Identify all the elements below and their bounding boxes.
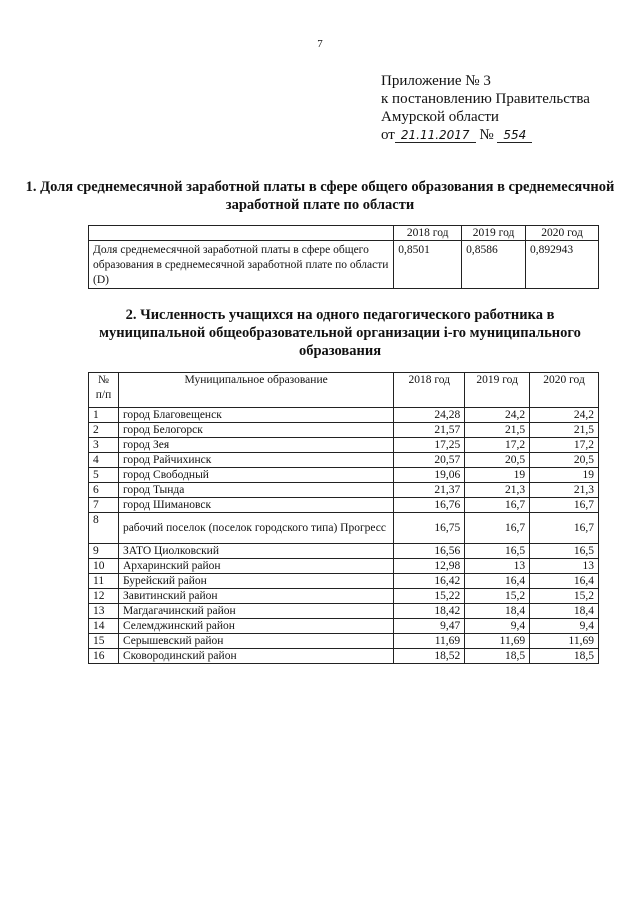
value-2018: 12,98 [394,559,465,574]
row-label: Доля среднемесячной заработной платы в сфере общего образования в среднемесячной заработной плате по области (D) [89,241,394,289]
row-number: 10 [89,559,119,574]
table-row [89,513,599,544]
row-number: 4 [89,453,119,468]
municipality-name: город Белогорск [118,423,393,438]
value-2020: 9,4 [530,619,599,634]
value-2020: 20,5 [530,453,599,468]
handwritten-date: 21.11.2017 [395,128,476,143]
value-2020: 16,4 [530,574,599,589]
table-row [89,619,599,634]
value-2019: 11,69 [465,634,530,649]
row-number: 3 [89,438,119,453]
value-2018: 16,56 [394,544,465,559]
date-prefix: от [381,127,395,143]
municipality-name: город Свободный [118,468,393,483]
value-2020: 24,2 [530,408,599,423]
row-number: 8 [89,513,119,544]
value-2019: 18,5 [465,649,530,664]
number-prefix: № [479,127,494,143]
table-row [89,408,599,423]
value-2018: 18,42 [394,604,465,619]
table-row [89,483,599,498]
appendix-line-1: Приложение № 3 [381,73,491,89]
municipality-name: ЗАТО Циолковский [118,544,393,559]
value-2018: 11,69 [394,634,465,649]
value-2018: 15,22 [394,589,465,604]
value-2020: 18,4 [530,604,599,619]
value-2018: 16,76 [394,498,465,513]
table-header-row [89,373,599,408]
value-2018: 21,37 [394,483,465,498]
table-row [89,649,599,664]
table-row [89,634,599,649]
row-number: 13 [89,604,119,619]
value-2018: 18,52 [394,649,465,664]
value-2018: 24,28 [394,408,465,423]
municipality-name: Сковородинский район [118,649,393,664]
municipality-name: Архаринский район [118,559,393,574]
appendix-line-2: к постановлению Правительства [381,91,590,107]
value-2020: 18,5 [530,649,599,664]
page-number: 7 [317,38,323,50]
row-number: 1 [89,408,119,423]
value-2019: 21,3 [465,483,530,498]
table-row [89,589,599,604]
header-2019: 2019 год [462,226,526,241]
table-row [89,574,599,589]
value-2019: 21,5 [465,423,530,438]
header-2018: 2018 год [394,226,462,241]
header-2020: 2020 год [526,226,599,241]
table-body [89,408,599,664]
appendix-date-line [381,126,590,144]
value-2019: 20,5 [465,453,530,468]
municipality-name: Завитинский район [118,589,393,604]
table-row [89,453,599,468]
appendix-line-3: Амурской области [381,109,499,125]
municipality-name: город Зея [118,438,393,453]
value-2020: 0,892943 [526,241,599,289]
header-municipality: Муниципальное образование [118,373,393,408]
municipality-name: рабочий поселок (поселок городского типа) Прогресс [118,513,393,544]
students-per-teacher-table [88,372,599,664]
value-2019: 17,2 [465,438,530,453]
table-row [89,559,599,574]
section-2-title: 2. Численность учащихся на одного педагогического работника в муниципальной общеобразовательной организации i-го муниципального образования [99,307,581,359]
salary-table-header [89,226,599,241]
header-2018: 2018 год [394,373,465,408]
municipality-name: город Райчихинск [118,453,393,468]
handwritten-number: 554 [497,128,532,143]
appendix-block [381,72,590,144]
value-2018: 19,06 [394,468,465,483]
header-2020: 2020 год [530,373,599,408]
table-row [89,498,599,513]
value-2019: 16,7 [465,498,530,513]
value-2019: 16,4 [465,574,530,589]
value-2019: 24,2 [465,408,530,423]
municipality-name: Бурейский район [118,574,393,589]
municipality-name: Серышевский район [118,634,393,649]
municipality-name: город Тында [118,483,393,498]
value-2020: 15,2 [530,589,599,604]
table-row [89,468,599,483]
row-number: 2 [89,423,119,438]
value-2020: 11,69 [530,634,599,649]
row-number: 5 [89,468,119,483]
value-2018: 9,47 [394,619,465,634]
value-2019: 15,2 [465,589,530,604]
row-number: 14 [89,619,119,634]
value-2020: 13 [530,559,599,574]
table-row [89,423,599,438]
empty-header-cell [89,226,394,241]
row-number: 9 [89,544,119,559]
row-number: 15 [89,634,119,649]
value-2020: 16,7 [530,498,599,513]
value-2019: 18,4 [465,604,530,619]
municipality-name: город Шимановск [118,498,393,513]
value-2018: 21,57 [394,423,465,438]
municipality-name: Магдагачинский район [118,604,393,619]
header-number: № п/п [89,373,119,408]
row-number: 16 [89,649,119,664]
value-2018: 17,25 [394,438,465,453]
value-2020: 21,5 [530,423,599,438]
municipality-name: Селемджинский район [118,619,393,634]
value-2020: 16,5 [530,544,599,559]
value-2019: 9,4 [465,619,530,634]
row-number: 12 [89,589,119,604]
table-row [89,438,599,453]
value-2019: 0,8586 [462,241,526,289]
value-2018: 16,75 [394,513,465,544]
salary-share-table [88,225,599,289]
value-2020: 16,7 [530,513,599,544]
table-row [89,544,599,559]
value-2020: 19 [530,468,599,483]
row-number: 7 [89,498,119,513]
section-1-title: 1. Доля среднемесячной заработной платы в сфере общего образования в среднемесячной заработной плате по области [25,179,615,213]
value-2020: 17,2 [530,438,599,453]
value-2019: 16,5 [465,544,530,559]
value-2019: 16,7 [465,513,530,544]
value-2020: 21,3 [530,483,599,498]
value-2019: 13 [465,559,530,574]
value-2018: 0,8501 [394,241,462,289]
municipality-name: город Благовещенск [118,408,393,423]
value-2019: 19 [465,468,530,483]
row-number: 11 [89,574,119,589]
value-2018: 20,57 [394,453,465,468]
header-2019: 2019 год [465,373,530,408]
value-2018: 16,42 [394,574,465,589]
table-row [89,604,599,619]
row-number: 6 [89,483,119,498]
salary-table-row [89,241,599,289]
